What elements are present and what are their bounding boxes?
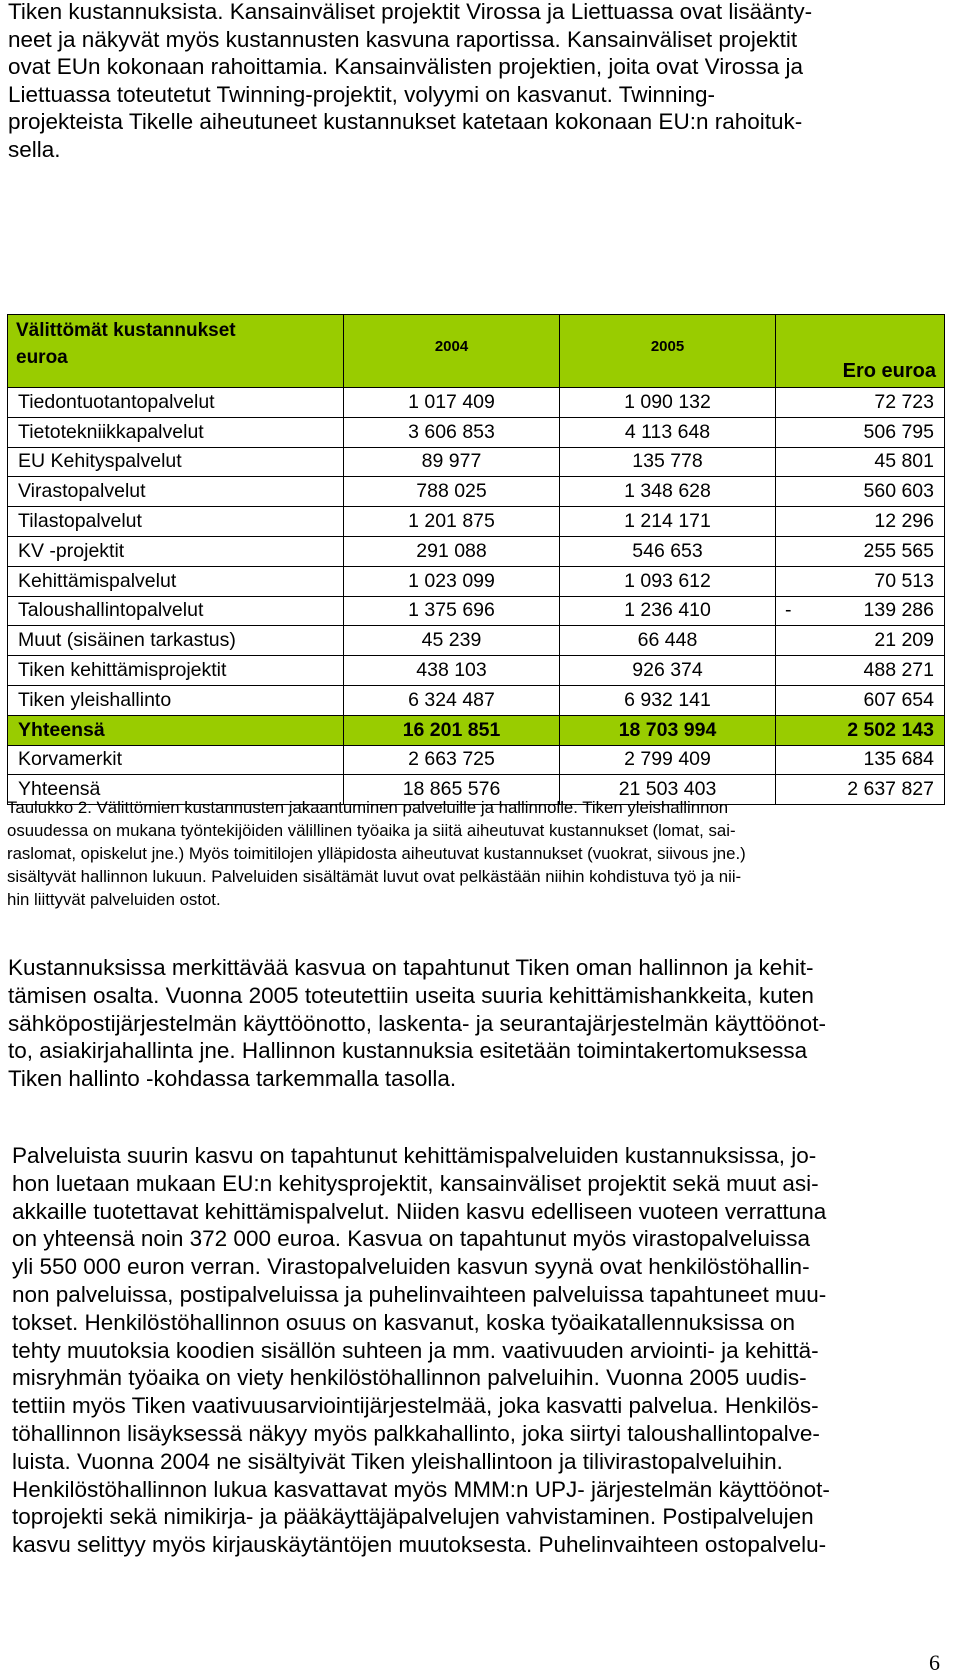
value-difference: 72 723 [776,388,945,418]
table-row [8,626,945,656]
value-2004: 16 201 851 [344,715,560,745]
text-line: misryhmän työaika on viety henkilöstöhallinnon palveluihin. Vuonna 2005 uudis- [12,1365,807,1391]
row-name: Kehittämispalvelut [8,566,344,596]
value-2005: 1 090 132 [560,388,776,418]
table-row [8,745,945,775]
text-line: Kustannuksissa merkittävää kasvua on tapahtunut Tiken oman hallinnon ja kehit- [8,955,814,980]
subtotal-row [8,715,945,745]
text-line: hon luetaan mukaan EU:n kehitysprojektit, kansainväliset projektit sekä muut asi- [12,1170,819,1196]
text-line: tettiin myös Tiken vaativuusarviointijärjestelmää, joka kasvatti palvelua. Henkilös- [12,1393,819,1419]
value-difference: 506 795 [776,417,945,447]
text-line: Tiken hallinto -kohdassa tarkemmalla tasolla. [8,1066,457,1092]
value-difference-amount: 139 286 [863,599,934,622]
table-row [8,388,945,418]
value-difference: 560 603 [776,477,945,507]
value-difference: 135 684 [776,745,945,775]
text-line: sella. [8,136,61,162]
value-2005: 926 374 [560,656,776,686]
row-name: Tilastopalvelut [8,507,344,537]
text-line: ovat EUn kokonaan rahoittamia. Kansainvälisten projektien, joita ovat Virossa ja [8,54,804,79]
header-difference: Ero euroa [776,315,945,388]
intro-paragraph [8,0,952,163]
row-name: Yhteensä [8,775,344,805]
text-line: Palveluista suurin kasvu on tapahtunut kehittämispalveluiden kustannuksissa, jo- [12,1143,817,1168]
text-line: projekteista Tikelle aiheutuneet kustannukset katetaan kokonaan EU:n rahoituk- [8,109,803,134]
header-category [8,315,344,388]
value-2004: 438 103 [344,656,560,686]
text-line: luista. Vuonna 2004 ne sisältyivät Tiken yleishallintoon ja tilivirastopalveluihin. [12,1448,783,1474]
table-row [8,685,945,715]
text-line: neet ja näkyvät myös kustannusten kasvuna raportissa. Kansainväliset projektit [8,26,798,52]
text-line: kasvu selittyy myös kirjauskäytäntöjen muutoksesta. Puhelinvaihteen ostopalvelu- [12,1532,827,1558]
row-name: KV -projektit [8,536,344,566]
table-caption [7,796,952,911]
value-2004: 6 324 487 [344,685,560,715]
body-paragraph-2 [8,954,952,1093]
text-line: töhallinnon lisäyksessä näkyy myös palkkahallinto, joka siirtyi taloushallintopalve- [12,1420,820,1446]
value-2004: 1 201 875 [344,507,560,537]
text-line: Tiken kustannuksista. Kansainväliset projektit Virossa ja Liettuassa ovat lisäänty- [8,0,813,24]
row-name: Virastopalvelut [8,477,344,507]
table-row [8,507,945,537]
page-number: 6 [929,1650,940,1675]
value-difference: 607 654 [776,685,945,715]
text-line: sähköpostijärjestelmän käyttöönotto, laskenta- ja seurantajärjestelmän käyttöönot- [8,1010,826,1036]
table-header-row [8,315,945,388]
header-category-line2: euroa [16,347,68,368]
value-2004: 1 023 099 [344,566,560,596]
text-line: toprojekti sekä nimikirja- ja pääkäyttäjäpalvelujen vahvistaminen. Postipalvelujen [12,1504,814,1530]
value-difference: 70 513 [776,566,945,596]
table-row [8,656,945,686]
row-name: Taloushallintopalvelut [8,596,344,626]
table-row [8,596,945,626]
body-paragraph-3 [12,1142,952,1559]
header-category-line1: Välittömät kustannukset [16,320,236,341]
text-line: to, asiakirjahallinta jne. Hallinnon kustannuksia esitetään toimintakertomuksessa [8,1038,808,1064]
value-difference: 2 502 143 [776,715,945,745]
value-2005: 21 503 403 [560,775,776,805]
row-name: Tiken kehittämisprojektit [8,656,344,686]
text-line: on yhteensä noin 372 000 euroa. Kasvua on tapahtunut myös virastopalveluissa [12,1226,811,1252]
row-name: EU Kehityspalvelut [8,447,344,477]
text-line: yli 550 000 euron verran. Virastopalveluiden kasvun syynä ovat henkilöstöhallin- [12,1254,810,1280]
caption-line: Taulukko 2. Välittömien kustannusten jakaantuminen palveluille ja hallinnolle. Tiken yleishallinnon [7,798,729,817]
value-difference: 21 209 [776,626,945,656]
caption-line: hin liittyvät palveluiden ostot. [7,890,221,909]
table-row [8,447,945,477]
row-name: Tiedontuotantopalvelut [8,388,344,418]
value-2005: 135 778 [560,447,776,477]
header-2004: 2004 [344,315,560,388]
value-2004: 45 239 [344,626,560,656]
table-row [8,566,945,596]
value-2004: 3 606 853 [344,417,560,447]
value-2004: 89 977 [344,447,560,477]
row-name: Yhteensä [8,715,344,745]
text-line: akkaille tuotettavat kehittämispalvelut. Niiden kasvu edelliseen vuoteen verrattuna [12,1198,827,1224]
text-line: tokset. Henkilöstöhallinnon osuus on kasvanut, koska työaikatallennuksissa on [12,1309,795,1335]
value-2005: 1 348 628 [560,477,776,507]
value-difference: 12 296 [776,507,945,537]
negative-sign: - [785,599,792,622]
value-difference: 2 637 827 [776,775,945,805]
text-line: tehty muutoksia koodien sisällön suhteen ja mm. vaativuuden arviointi- ja kehittä- [12,1337,819,1363]
value-2004: 18 865 576 [344,775,560,805]
value-2005: 1 236 410 [560,596,776,626]
caption-line: raslomat, opiskelut jne.) Myös toimitilojen ylläpidosta aiheutuvat kustannukset (vuokrat, siivous jne.) [7,844,746,863]
row-name: Tiken yleishallinto [8,685,344,715]
text-line: Liettuassa toteutetut Twinning-projektit, volyymi on kasvanut. Twinning- [8,81,716,107]
caption-line: osuudessa on mukana työntekijöiden välillinen työaika ja siitä aiheutuvat kustannukset (lomat, sai- [7,821,736,840]
value-2005: 1 093 612 [560,566,776,596]
row-name: Korvamerkit [8,745,344,775]
value-difference: 255 565 [776,536,945,566]
value-difference: 45 801 [776,447,945,477]
value-2004: 291 088 [344,536,560,566]
caption-line: sisältyvät hallinnon lukuun. Palveluiden sisältämät luvut ovat pelkästään niihin kohdistuva työ ja nii- [7,867,742,886]
value-2005: 546 653 [560,536,776,566]
value-2005: 18 703 994 [560,715,776,745]
header-2005: 2005 [560,315,776,388]
table-row [8,477,945,507]
text-line: tämisen osalta. Vuonna 2005 toteutettiin useita suuria kehittämishankkeita, kuten [8,982,814,1008]
value-2005: 1 214 171 [560,507,776,537]
value-2004: 788 025 [344,477,560,507]
table-row [8,536,945,566]
text-line: non palveluissa, postipalveluissa ja puhelinvaihteen palveluissa tapahtuneet muu- [12,1281,827,1307]
row-name: Tietotekniikkapalvelut [8,417,344,447]
row-name: Muut (sisäinen tarkastus) [8,626,344,656]
value-2005: 66 448 [560,626,776,656]
value-difference [776,596,945,626]
value-2004: 1 375 696 [344,596,560,626]
value-2004: 2 663 725 [344,745,560,775]
value-difference: 488 271 [776,656,945,686]
direct-costs-table [7,314,945,805]
value-2005: 6 932 141 [560,685,776,715]
value-2005: 2 799 409 [560,745,776,775]
value-2005: 4 113 648 [560,417,776,447]
value-2004: 1 017 409 [344,388,560,418]
text-line: Henkilöstöhallinnon lukua kasvattavat myös MMM:n UPJ- järjestelmän käyttöönot- [12,1476,830,1502]
table-row [8,417,945,447]
